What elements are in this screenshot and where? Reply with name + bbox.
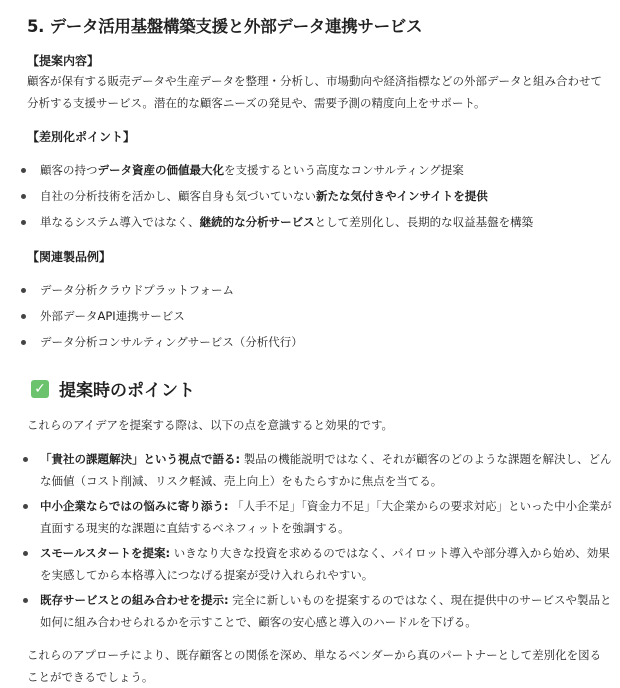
bullet-icon — [21, 220, 26, 225]
bullet-icon — [21, 314, 26, 319]
bullet-icon — [21, 288, 26, 293]
bullet-icon — [21, 340, 26, 345]
conclusion: これらのアプローチにより、既存顧客との関係を深め、単なるベンダーから真のパートナーとして差別化を図ることができるでしょう。 — [27, 648, 602, 684]
bullet-icon — [23, 504, 28, 509]
bullet-icon — [23, 457, 28, 462]
proposal-label: 【提案内容】 — [27, 54, 100, 68]
tips-heading: ✓ 提案時のポイント — [31, 376, 195, 401]
proposal-text: 顧客が保有する販売データや生産データを整理・分析し、市場動向や経済指標などの外部データと組み合わせて分析する支援サービス。潜在的な顧客ニーズの発見や、需要予測の精度向上をサポート。 — [27, 74, 602, 110]
bullet-icon — [21, 168, 26, 173]
differentiation-label: 【差別化ポイント】 — [27, 130, 136, 144]
bullet-icon — [23, 551, 28, 556]
related-label: 【関連製品例】 — [27, 250, 112, 264]
section-title: 5. データ活用基盤構築支援と外部データ連携サービス — [27, 17, 423, 36]
check-icon: ✓ — [31, 380, 49, 398]
tips-intro: これらのアイデアを提案する際は、以下の点を意識すると効果的です。 — [27, 418, 394, 432]
bullet-icon — [21, 194, 26, 199]
bullet-icon — [23, 598, 28, 603]
